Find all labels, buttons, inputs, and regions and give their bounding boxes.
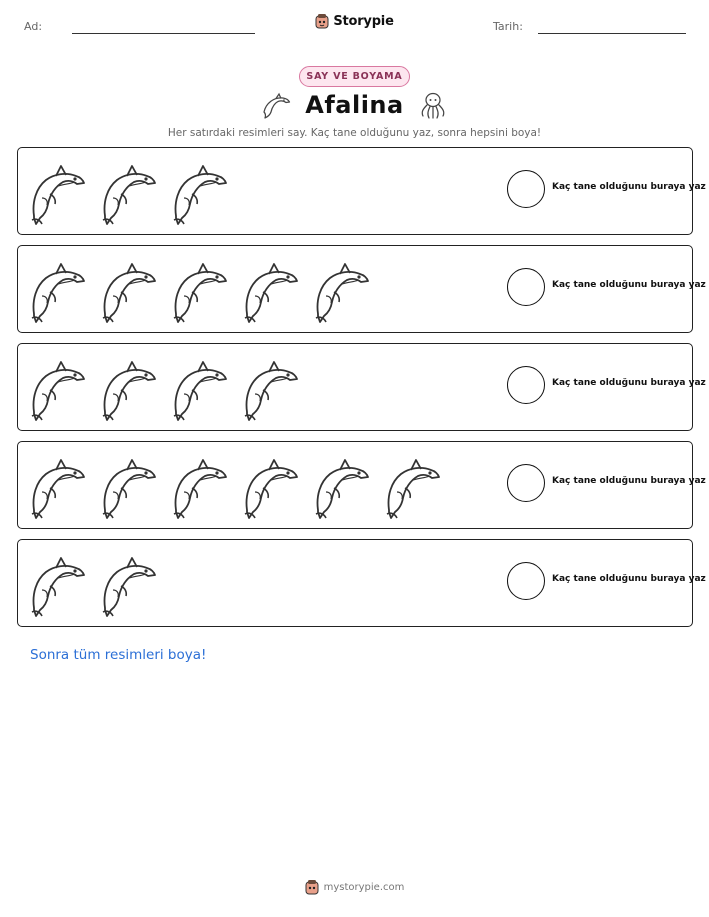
dolphin-icon[interactable] <box>241 354 298 422</box>
activity-badge: SAY VE BOYAMA <box>299 66 410 87</box>
dolphin-icon[interactable] <box>28 354 85 422</box>
count-rows <box>17 147 706 637</box>
dolphin-group <box>28 452 440 520</box>
dolphin-icon[interactable] <box>312 256 369 324</box>
dolphin-icon[interactable] <box>99 550 156 618</box>
answer-circle[interactable] <box>507 464 545 502</box>
count-row <box>17 343 706 431</box>
answer-circle[interactable] <box>507 268 545 306</box>
title-row <box>0 90 709 120</box>
dolphin-icon[interactable] <box>170 256 227 324</box>
answer-prompt: Kaç tane olduğunu buraya yaz <box>552 574 706 584</box>
date-label: Tarih: <box>493 20 523 33</box>
footer-note: Sonra tüm resimleri boya! <box>30 647 207 663</box>
dolphin-icon[interactable] <box>28 256 85 324</box>
count-row <box>17 539 706 627</box>
dolphin-icon[interactable] <box>99 158 156 226</box>
dolphin-icon <box>261 90 291 120</box>
count-row <box>17 441 706 529</box>
storypie-mascot-icon <box>315 13 329 29</box>
dolphin-icon[interactable] <box>170 452 227 520</box>
answer-circle[interactable] <box>507 366 545 404</box>
storypie-mascot-icon <box>305 879 319 895</box>
dolphin-group <box>28 550 156 618</box>
dolphin-icon[interactable] <box>99 256 156 324</box>
count-row <box>17 147 706 235</box>
answer-prompt: Kaç tane olduğunu buraya yaz <box>552 280 706 290</box>
brand-logo <box>0 13 709 29</box>
answer-circle[interactable] <box>507 170 545 208</box>
dolphin-icon[interactable] <box>241 256 298 324</box>
dolphin-icon[interactable] <box>99 452 156 520</box>
answer-circle[interactable] <box>507 562 545 600</box>
dolphin-group <box>28 354 298 422</box>
dolphin-icon[interactable] <box>383 452 440 520</box>
footer <box>0 879 709 895</box>
dolphin-group <box>28 158 227 226</box>
dolphin-icon[interactable] <box>170 354 227 422</box>
dolphin-icon[interactable] <box>241 452 298 520</box>
answer-prompt: Kaç tane olduğunu buraya yaz <box>552 378 706 388</box>
name-line[interactable] <box>72 33 255 34</box>
octopus-icon <box>418 90 448 120</box>
answer-prompt: Kaç tane olduğunu buraya yaz <box>552 476 706 486</box>
dolphin-icon[interactable] <box>170 158 227 226</box>
count-row <box>17 245 706 333</box>
dolphin-icon[interactable] <box>28 452 85 520</box>
date-line[interactable] <box>538 33 686 34</box>
dolphin-icon[interactable] <box>28 550 85 618</box>
answer-prompt: Kaç tane olduğunu buraya yaz <box>552 182 706 192</box>
dolphin-icon[interactable] <box>28 158 85 226</box>
instructions: Her satırdaki resimleri say. Kaç tane olduğunu yaz, sonra hepsini boya! <box>167 127 542 139</box>
dolphin-icon[interactable] <box>312 452 369 520</box>
dolphin-group <box>28 256 369 324</box>
brand-name: Storypie <box>333 13 394 29</box>
name-label: Ad: <box>24 20 43 33</box>
footer-url: mystorypie.com <box>323 881 405 893</box>
dolphin-icon[interactable] <box>99 354 156 422</box>
page-title: Afalina <box>305 91 404 119</box>
